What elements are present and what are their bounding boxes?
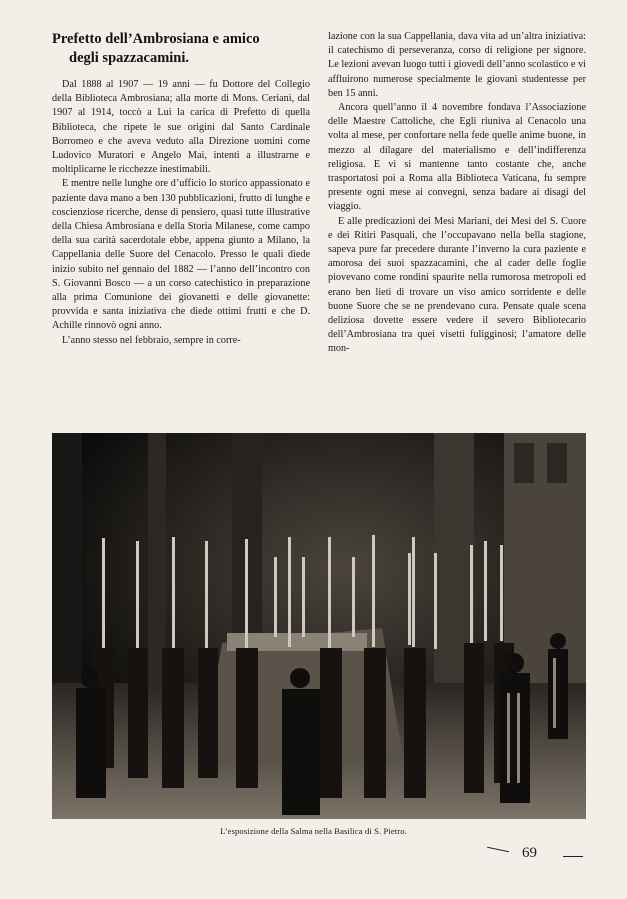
basilica-photograph [52,433,586,819]
left-paragraph-1: Dal 1888 al 1907 — 19 anni — fu Dottore del Collegio della Biblioteca Ambrosiana; alla morte di Mons. Ceriani, dal 1907 al 1914, toccò a Lui la carica di Prefetto di quella Biblioteca, che ripete le sue origini dal Santo Cardinale Borromeo e che aveva veduto alla Direzione uomini come Ludovico Muratori e Angelo Mai, intenti a illustrarne e moltiplicarne le ricchezze inestimabili. [52,79,310,176]
window [547,443,567,483]
title-line-1: Prefetto dell’Ambrosiana e amico [52,31,260,47]
page-number: 69 [522,845,537,861]
left-paragraph-2: E mentre nelle lunghe ore d’ufficio lo storico appassionato e paziente dava mano a ben 130 pubblicazioni, frutto di lunghe e coscienziose ricerche, dense di pensiero, quasi tutte illustrative della Chiesa Ambrosiana e della Storia Milanese, come campo della sua carità sacerdotale ebbe, appena giunto a Milano, la Cappellania delle Suore del Cenacolo. Presso le quali diede inizio subito nel gennaio del 1882 — l’anno dell’incontro con S. Giovanni Bosco — a un corso catechistico in preparazione alla prima Comunione dei giovanetti e delle giovanette: provvida e santa iniziativa che diede ottimi frutti e che D. Achille rinnovò ogni anno. [52,178,310,332]
right-paragraph-1: lazione con la sua Cappellania, dava vita ad un’altra iniziativa: il catechismo di perseveranza, corso di religione per signore. Le lezioni avevan luogo tutti i giovedì dell’anno scolastico e vi affluirono numerose specialmente le giovani studentesse per ben 15 anni. [328,31,586,99]
right-column [328,30,586,357]
decorative-dash [563,856,583,857]
title-line-2: degli spazzacamini. [69,50,190,66]
right-paragraph-2: Ancora quell’anno il 4 novembre fondava l’Associazione delle Maestre Cattoliche, che Egli riuniva al Cenacolo una volta al mese, per confortare nella fede quelle anime buone, in mezzo al dilagare del materialismo e dell’indifferenza religiosa. E vi si mantenne tanto costante che, anche trasportatosi poi a Roma alla Biblioteca Vaticana, fu sempre presente ogni mese ai convegni, senza badare ai disagi del viaggio. [328,102,586,213]
left-column [52,30,310,348]
article-title [52,30,310,68]
left-paragraph-3: L’anno stesso nel febbraio, sempre in corre- [62,334,241,346]
decorative-dash [487,847,509,853]
window [514,443,534,483]
photo-caption: L’esposizione della Salma nella Basilica di S. Pietro. [220,826,407,836]
photo-illustration [52,433,586,819]
right-paragraph-3: E alle predicazioni dei Mesi Mariani, dei Mesi del S. Cuore e dei Ritiri Pasquali, che l’occupavano nella bella stagione, sapeva pure far precedere durante l’inverno la cura paziente e amorosa dei suoi spazzacamini, che al cader delle foglie piovevano come rondini spaurite nella rumorosa metropoli ed erano ben lieti di trovare un viso amico sorridente e delle buone Suore che se ne prendevano cura. Pensate quale scena deliziosa dovette essere vedere il severo Bibliotecario dell’Ambrosiana tra quei visetti fuligginosi; l’amatore delle mon- [328,215,586,355]
